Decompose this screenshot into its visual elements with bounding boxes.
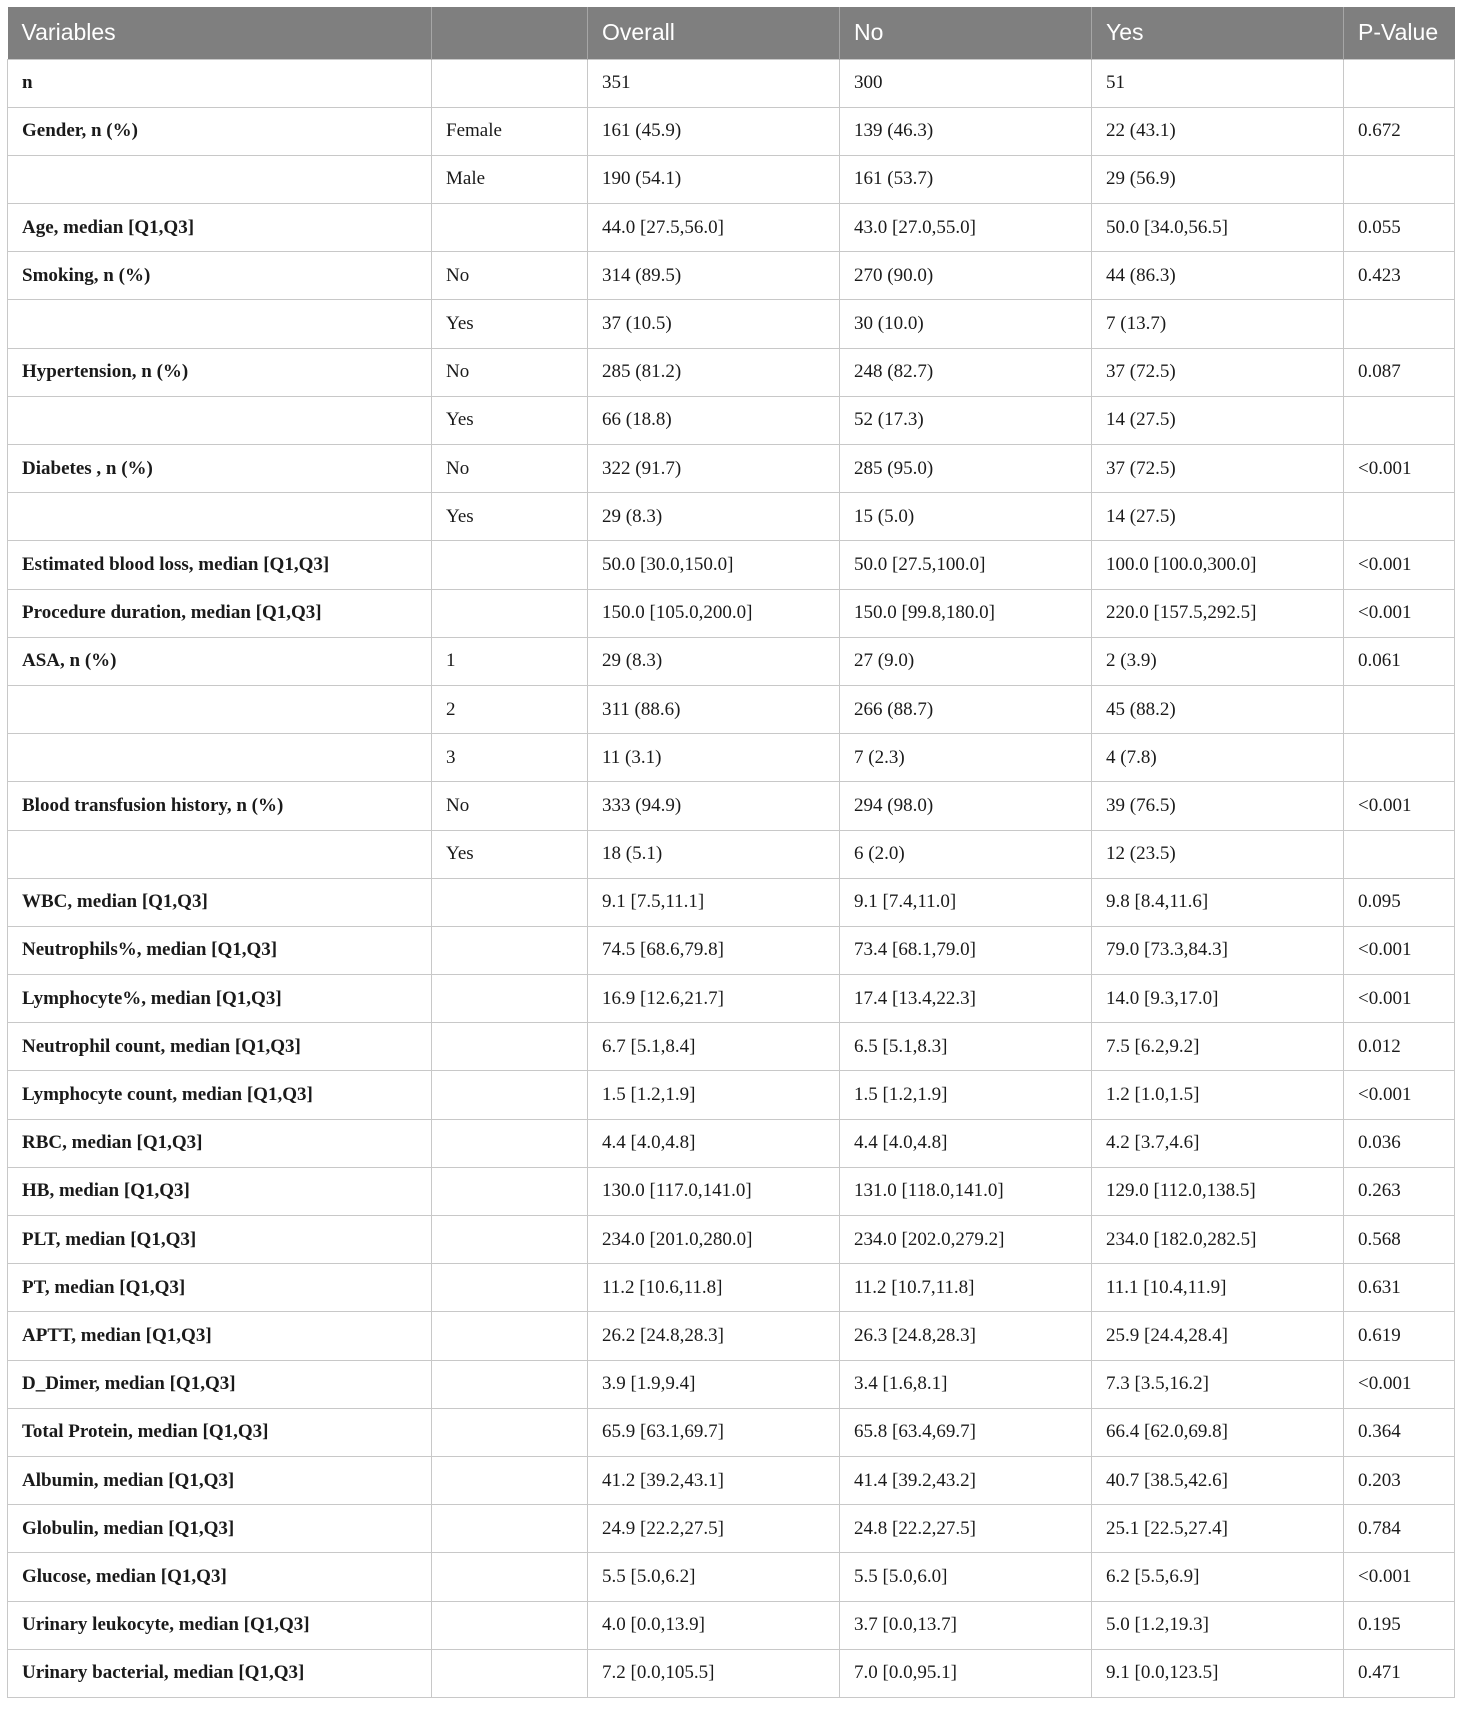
cell-overall: 5.5 [5.0,6.2] <box>588 1553 840 1601</box>
cell-variable: Diabetes , n (%) <box>8 445 432 493</box>
cell-overall: 7.2 [0.0,105.5] <box>588 1649 840 1697</box>
cell-p-value: 0.364 <box>1344 1408 1455 1456</box>
cell-variable: Smoking, n (%) <box>8 252 432 300</box>
cell-variable: PT, median [Q1,Q3] <box>8 1264 432 1312</box>
cell-yes: 14 (27.5) <box>1092 396 1344 444</box>
cell-no: 4.4 [4.0,4.8] <box>840 1119 1092 1167</box>
cell-level <box>432 975 588 1023</box>
cell-variable: WBC, median [Q1,Q3] <box>8 878 432 926</box>
cell-variable: Neutrophil count, median [Q1,Q3] <box>8 1023 432 1071</box>
cell-level <box>432 1023 588 1071</box>
cell-level: Male <box>432 155 588 203</box>
cell-overall: 322 (91.7) <box>588 445 840 493</box>
cell-overall: 74.5 [68.6,79.8] <box>588 926 840 974</box>
cell-no: 248 (82.7) <box>840 348 1092 396</box>
cell-overall: 37 (10.5) <box>588 300 840 348</box>
cell-overall: 29 (8.3) <box>588 637 840 685</box>
cell-no: 15 (5.0) <box>840 493 1092 541</box>
table-row <box>8 830 1455 878</box>
cell-variable: Blood transfusion history, n (%) <box>8 782 432 830</box>
table-row <box>8 1649 1455 1697</box>
cell-yes: 6.2 [5.5,6.9] <box>1092 1553 1344 1601</box>
table-row <box>8 1505 1455 1553</box>
cell-p-value: <0.001 <box>1344 589 1455 637</box>
cell-p-value: <0.001 <box>1344 1360 1455 1408</box>
header-row <box>8 7 1455 59</box>
cell-yes: 234.0 [182.0,282.5] <box>1092 1216 1344 1264</box>
cell-p-value <box>1344 155 1455 203</box>
table-row <box>8 734 1455 782</box>
cell-overall: 66 (18.8) <box>588 396 840 444</box>
cell-variable <box>8 155 432 203</box>
data-table-container <box>7 7 1454 1698</box>
table-row <box>8 541 1455 589</box>
cell-yes: 7 (13.7) <box>1092 300 1344 348</box>
cell-level: No <box>432 252 588 300</box>
table-row <box>8 685 1455 733</box>
cell-variable: RBC, median [Q1,Q3] <box>8 1119 432 1167</box>
cell-level: Yes <box>432 830 588 878</box>
table-body <box>8 59 1455 1697</box>
cell-yes: 37 (72.5) <box>1092 445 1344 493</box>
cell-no: 26.3 [24.8,28.3] <box>840 1312 1092 1360</box>
cell-variable: Lymphocyte%, median [Q1,Q3] <box>8 975 432 1023</box>
cell-variable <box>8 734 432 782</box>
table-row <box>8 59 1455 107</box>
cell-no: 294 (98.0) <box>840 782 1092 830</box>
cell-p-value: <0.001 <box>1344 782 1455 830</box>
header-p-value: P-Value <box>1358 19 1439 46</box>
cell-p-value <box>1344 685 1455 733</box>
cell-no: 7.0 [0.0,95.1] <box>840 1649 1092 1697</box>
cell-yes: 22 (43.1) <box>1092 107 1344 155</box>
table-row <box>8 204 1455 252</box>
cell-p-value: 0.784 <box>1344 1505 1455 1553</box>
cell-p-value: <0.001 <box>1344 926 1455 974</box>
cell-variable: n <box>8 59 432 107</box>
cell-level <box>432 1505 588 1553</box>
cell-overall: 4.4 [4.0,4.8] <box>588 1119 840 1167</box>
cell-no: 5.5 [5.0,6.0] <box>840 1553 1092 1601</box>
cell-variable: Albumin, median [Q1,Q3] <box>8 1456 432 1504</box>
cell-level <box>432 1360 588 1408</box>
cell-overall: 130.0 [117.0,141.0] <box>588 1167 840 1215</box>
cell-variable: Estimated blood loss, median [Q1,Q3] <box>8 541 432 589</box>
header-level <box>432 7 588 59</box>
cell-variable <box>8 396 432 444</box>
table-row <box>8 1456 1455 1504</box>
table-row <box>8 1601 1455 1649</box>
cell-level <box>432 589 588 637</box>
cell-no: 30 (10.0) <box>840 300 1092 348</box>
cell-variable <box>8 685 432 733</box>
cell-yes: 7.5 [6.2,9.2] <box>1092 1023 1344 1071</box>
table-row <box>8 252 1455 300</box>
cell-yes: 14 (27.5) <box>1092 493 1344 541</box>
cell-variable <box>8 300 432 348</box>
cell-overall: 29 (8.3) <box>588 493 840 541</box>
cell-no: 6.5 [5.1,8.3] <box>840 1023 1092 1071</box>
cell-no: 9.1 [7.4,11.0] <box>840 878 1092 926</box>
cell-overall: 161 (45.9) <box>588 107 840 155</box>
header-yes: Yes <box>1092 7 1344 59</box>
cell-no: 52 (17.3) <box>840 396 1092 444</box>
cell-variable: Age, median [Q1,Q3] <box>8 204 432 252</box>
cell-p-value: 0.095 <box>1344 878 1455 926</box>
cell-overall: 9.1 [7.5,11.1] <box>588 878 840 926</box>
table-row <box>8 155 1455 203</box>
cell-no: 266 (88.7) <box>840 685 1092 733</box>
table-row <box>8 589 1455 637</box>
cell-level <box>432 1408 588 1456</box>
cell-overall: 3.9 [1.9,9.4] <box>588 1360 840 1408</box>
cell-no: 234.0 [202.0,279.2] <box>840 1216 1092 1264</box>
cell-variable: Gender, n (%) <box>8 107 432 155</box>
table-row <box>8 1216 1455 1264</box>
cell-overall: 150.0 [105.0,200.0] <box>588 589 840 637</box>
cell-overall: 11 (3.1) <box>588 734 840 782</box>
cell-level: Female <box>432 107 588 155</box>
header-overall: Overall <box>588 7 840 59</box>
cell-yes: 9.8 [8.4,11.6] <box>1092 878 1344 926</box>
cell-variable: ASA, n (%) <box>8 637 432 685</box>
table-row <box>8 926 1455 974</box>
cell-yes: 25.1 [22.5,27.4] <box>1092 1505 1344 1553</box>
table-row <box>8 1023 1455 1071</box>
cell-overall: 234.0 [201.0,280.0] <box>588 1216 840 1264</box>
cell-no: 24.8 [22.2,27.5] <box>840 1505 1092 1553</box>
cell-level <box>432 1216 588 1264</box>
cell-variable <box>8 493 432 541</box>
cell-p-value: 0.061 <box>1344 637 1455 685</box>
cell-p-value: 0.263 <box>1344 1167 1455 1215</box>
data-table <box>7 7 1455 1698</box>
cell-overall: 65.9 [63.1,69.7] <box>588 1408 840 1456</box>
table-row <box>8 396 1455 444</box>
cell-no: 139 (46.3) <box>840 107 1092 155</box>
cell-p-value <box>1344 734 1455 782</box>
cell-overall: 26.2 [24.8,28.3] <box>588 1312 840 1360</box>
cell-variable: Lymphocyte count, median [Q1,Q3] <box>8 1071 432 1119</box>
cell-yes: 79.0 [73.3,84.3] <box>1092 926 1344 974</box>
cell-p-value: 0.055 <box>1344 204 1455 252</box>
cell-p-value <box>1344 396 1455 444</box>
cell-level: 2 <box>432 685 588 733</box>
cell-no: 1.5 [1.2,1.9] <box>840 1071 1092 1119</box>
cell-overall: 18 (5.1) <box>588 830 840 878</box>
cell-p-value: 0.087 <box>1344 348 1455 396</box>
cell-yes: 29 (56.9) <box>1092 155 1344 203</box>
cell-no: 27 (9.0) <box>840 637 1092 685</box>
cell-yes: 45 (88.2) <box>1092 685 1344 733</box>
cell-no: 300 <box>840 59 1092 107</box>
cell-overall: 41.2 [39.2,43.1] <box>588 1456 840 1504</box>
cell-p-value: <0.001 <box>1344 1553 1455 1601</box>
cell-p-value: 0.631 <box>1344 1264 1455 1312</box>
table-row <box>8 975 1455 1023</box>
cell-yes: 14.0 [9.3,17.0] <box>1092 975 1344 1023</box>
cell-variable <box>8 830 432 878</box>
cell-level: 3 <box>432 734 588 782</box>
table-row <box>8 445 1455 493</box>
cell-no: 17.4 [13.4,22.3] <box>840 975 1092 1023</box>
cell-yes: 12 (23.5) <box>1092 830 1344 878</box>
table-row <box>8 348 1455 396</box>
cell-level <box>432 59 588 107</box>
cell-p-value: 0.203 <box>1344 1456 1455 1504</box>
cell-no: 73.4 [68.1,79.0] <box>840 926 1092 974</box>
cell-level <box>432 541 588 589</box>
table-row <box>8 107 1455 155</box>
cell-p-value: 0.619 <box>1344 1312 1455 1360</box>
cell-p-value: 0.195 <box>1344 1601 1455 1649</box>
table-row <box>8 1119 1455 1167</box>
cell-level <box>432 1649 588 1697</box>
cell-p-value: 0.036 <box>1344 1119 1455 1167</box>
table-row <box>8 1553 1455 1601</box>
cell-yes: 11.1 [10.4,11.9] <box>1092 1264 1344 1312</box>
cell-overall: 16.9 [12.6,21.7] <box>588 975 840 1023</box>
cell-yes: 9.1 [0.0,123.5] <box>1092 1649 1344 1697</box>
table-row <box>8 878 1455 926</box>
cell-p-value: 0.471 <box>1344 1649 1455 1697</box>
cell-yes: 1.2 [1.0,1.5] <box>1092 1071 1344 1119</box>
cell-yes: 129.0 [112.0,138.5] <box>1092 1167 1344 1215</box>
cell-p-value: 0.672 <box>1344 107 1455 155</box>
cell-overall: 285 (81.2) <box>588 348 840 396</box>
cell-no: 41.4 [39.2,43.2] <box>840 1456 1092 1504</box>
cell-no: 3.4 [1.6,8.1] <box>840 1360 1092 1408</box>
cell-level: No <box>432 348 588 396</box>
cell-variable: APTT, median [Q1,Q3] <box>8 1312 432 1360</box>
cell-p-value: 0.012 <box>1344 1023 1455 1071</box>
header-no: No <box>840 7 1092 59</box>
cell-overall: 4.0 [0.0,13.9] <box>588 1601 840 1649</box>
cell-variable: Hypertension, n (%) <box>8 348 432 396</box>
cell-level <box>432 1456 588 1504</box>
cell-p-value: 0.568 <box>1344 1216 1455 1264</box>
cell-overall: 351 <box>588 59 840 107</box>
cell-level <box>432 1071 588 1119</box>
table-row <box>8 1360 1455 1408</box>
cell-yes: 37 (72.5) <box>1092 348 1344 396</box>
cell-yes: 25.9 [24.4,28.4] <box>1092 1312 1344 1360</box>
table-row <box>8 1312 1455 1360</box>
cell-no: 131.0 [118.0,141.0] <box>840 1167 1092 1215</box>
cell-overall: 1.5 [1.2,1.9] <box>588 1071 840 1119</box>
cell-level <box>432 1167 588 1215</box>
cell-yes: 39 (76.5) <box>1092 782 1344 830</box>
header-variables: Variables <box>8 7 432 59</box>
cell-no: 6 (2.0) <box>840 830 1092 878</box>
cell-level: No <box>432 445 588 493</box>
cell-yes: 100.0 [100.0,300.0] <box>1092 541 1344 589</box>
cell-no: 3.7 [0.0,13.7] <box>840 1601 1092 1649</box>
cell-overall: 314 (89.5) <box>588 252 840 300</box>
cell-no: 50.0 [27.5,100.0] <box>840 541 1092 589</box>
table-row <box>8 493 1455 541</box>
cell-level <box>432 1119 588 1167</box>
cell-variable: PLT, median [Q1,Q3] <box>8 1216 432 1264</box>
cell-variable: HB, median [Q1,Q3] <box>8 1167 432 1215</box>
table-row <box>8 1408 1455 1456</box>
cell-level <box>432 1601 588 1649</box>
cell-p-value <box>1344 300 1455 348</box>
cell-overall: 6.7 [5.1,8.4] <box>588 1023 840 1071</box>
cell-variable: Urinary bacterial, median [Q1,Q3] <box>8 1649 432 1697</box>
table-row <box>8 1167 1455 1215</box>
cell-level: No <box>432 782 588 830</box>
cell-variable: Neutrophils%, median [Q1,Q3] <box>8 926 432 974</box>
cell-p-value <box>1344 830 1455 878</box>
cell-no: 11.2 [10.7,11.8] <box>840 1264 1092 1312</box>
cell-variable: Total Protein, median [Q1,Q3] <box>8 1408 432 1456</box>
cell-no: 43.0 [27.0,55.0] <box>840 204 1092 252</box>
cell-p-value: 0.423 <box>1344 252 1455 300</box>
cell-overall: 24.9 [22.2,27.5] <box>588 1505 840 1553</box>
cell-level <box>432 878 588 926</box>
table-row <box>8 1264 1455 1312</box>
cell-yes: 66.4 [62.0,69.8] <box>1092 1408 1344 1456</box>
cell-no: 65.8 [63.4,69.7] <box>840 1408 1092 1456</box>
cell-level <box>432 1553 588 1601</box>
cell-level <box>432 926 588 974</box>
cell-p-value <box>1344 493 1455 541</box>
cell-variable: D_Dimer, median [Q1,Q3] <box>8 1360 432 1408</box>
cell-no: 7 (2.3) <box>840 734 1092 782</box>
cell-level: 1 <box>432 637 588 685</box>
cell-yes: 44 (86.3) <box>1092 252 1344 300</box>
cell-p-value <box>1344 59 1455 107</box>
cell-yes: 50.0 [34.0,56.5] <box>1092 204 1344 252</box>
cell-level <box>432 1312 588 1360</box>
cell-level <box>432 204 588 252</box>
cell-yes: 51 <box>1092 59 1344 107</box>
cell-level <box>432 1264 588 1312</box>
cell-yes: 220.0 [157.5,292.5] <box>1092 589 1344 637</box>
cell-yes: 4 (7.8) <box>1092 734 1344 782</box>
table-row <box>8 637 1455 685</box>
cell-variable: Globulin, median [Q1,Q3] <box>8 1505 432 1553</box>
cell-level: Yes <box>432 396 588 444</box>
cell-no: 161 (53.7) <box>840 155 1092 203</box>
cell-overall: 190 (54.1) <box>588 155 840 203</box>
cell-yes: 4.2 [3.7,4.6] <box>1092 1119 1344 1167</box>
cell-level: Yes <box>432 300 588 348</box>
cell-p-value: <0.001 <box>1344 445 1455 493</box>
table-row <box>8 782 1455 830</box>
cell-overall: 311 (88.6) <box>588 685 840 733</box>
cell-yes: 7.3 [3.5,16.2] <box>1092 1360 1344 1408</box>
table-row <box>8 1071 1455 1119</box>
cell-variable: Procedure duration, median [Q1,Q3] <box>8 589 432 637</box>
cell-yes: 5.0 [1.2,19.3] <box>1092 1601 1344 1649</box>
cell-overall: 11.2 [10.6,11.8] <box>588 1264 840 1312</box>
table-row <box>8 300 1455 348</box>
cell-p-value: <0.001 <box>1344 541 1455 589</box>
cell-yes: 40.7 [38.5,42.6] <box>1092 1456 1344 1504</box>
cell-overall: 44.0 [27.5,56.0] <box>588 204 840 252</box>
cell-overall: 333 (94.9) <box>588 782 840 830</box>
cell-overall: 50.0 [30.0,150.0] <box>588 541 840 589</box>
cell-p-value: <0.001 <box>1344 975 1455 1023</box>
cell-p-value: <0.001 <box>1344 1071 1455 1119</box>
cell-variable: Glucose, median [Q1,Q3] <box>8 1553 432 1601</box>
cell-yes: 2 (3.9) <box>1092 637 1344 685</box>
cell-level: Yes <box>432 493 588 541</box>
cell-no: 150.0 [99.8,180.0] <box>840 589 1092 637</box>
cell-variable: Urinary leukocyte, median [Q1,Q3] <box>8 1601 432 1649</box>
cell-no: 285 (95.0) <box>840 445 1092 493</box>
cell-no: 270 (90.0) <box>840 252 1092 300</box>
table-header <box>8 7 1455 59</box>
